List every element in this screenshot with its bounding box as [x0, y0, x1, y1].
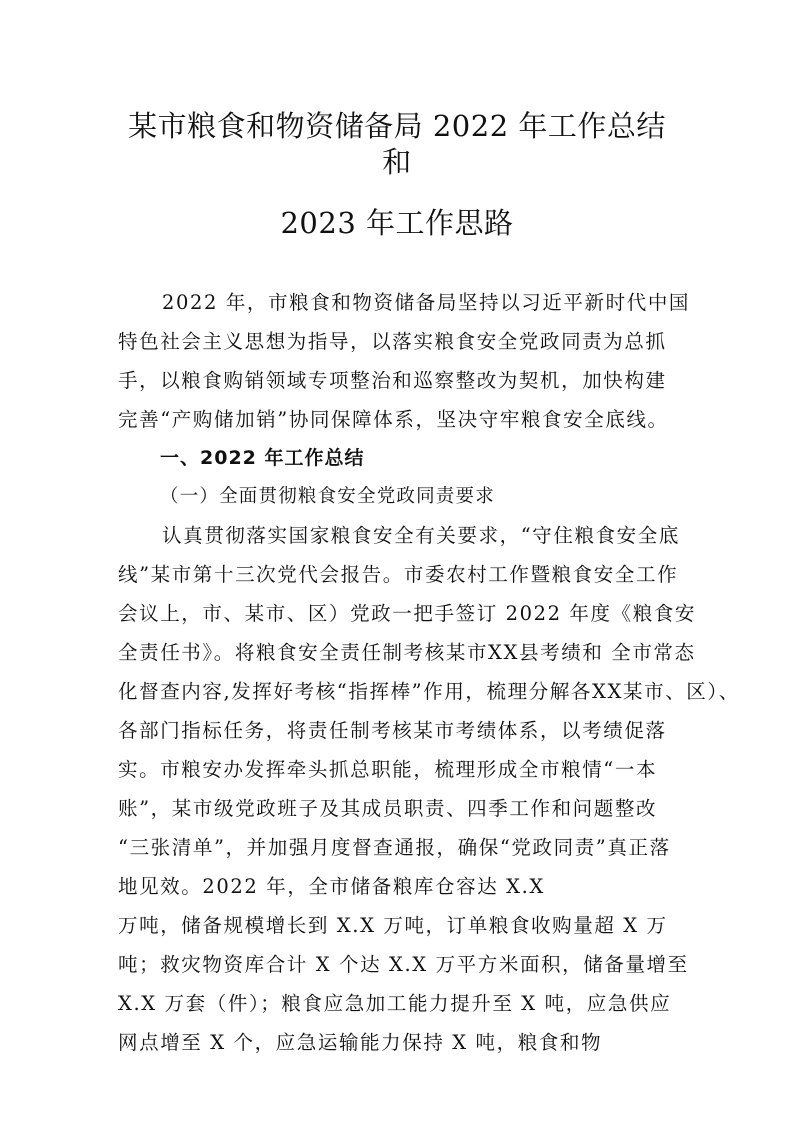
document-title-line-2: 和: [382, 145, 412, 179]
section-heading: 一、2022 年工作总结: [160, 447, 365, 469]
body-paragraph-line: 各部门指标任务，将责任制考核某市考绩体系，以考绩促落: [118, 719, 667, 742]
body-paragraph-line: 网点增至 X 个，应急运输能力保持 X 吨，粮食和物: [118, 1031, 603, 1054]
body-paragraph-line: 认真贯彻落实国家粮食安全有关要求，“守住粮食安全底: [162, 524, 680, 547]
body-paragraph-line: 实。市粮安办发挥牵头抓总职能，梳理形成全市粮情“一本: [118, 758, 658, 781]
body-paragraph-line: X.X 万套（件）；粮食应急加工能力提升至 X 吨，应急供应: [118, 992, 672, 1015]
document-title-line-1: 某市粮食和物资储备局 2022 年工作总结: [128, 109, 666, 143]
body-paragraph-line: 全责任书》。将粮食安全责任制考核某市XX县考绩和 全市常态: [118, 641, 696, 664]
intro-paragraph-line: 完善“产购储加销”协同保障体系，坚决守牢粮食安全底线。: [118, 408, 669, 431]
intro-paragraph-line: 手，以粮食购销领域专项整治和巡察整改为契机，加快构建: [118, 369, 667, 392]
body-paragraph-line: 地见效。2022 年，全市储备粮库仓容达 X.X: [118, 875, 545, 898]
body-paragraph-line: 线”某市第十三次党代会报告。市委农村工作暨粮食安全工作: [118, 563, 679, 586]
intro-paragraph-line: 特色社会主义思想为指导，以落实粮食安全党政同责为总抓: [118, 330, 667, 353]
body-paragraph-line: “三张清单”，并加强月度督查通报，确保“党政同责”真正落: [118, 836, 671, 859]
intro-paragraph-line: 2022 年，市粮食和物资储备局坚持以习近平新时代中国: [162, 291, 691, 314]
body-paragraph-line: 会议上，市、某市、区）党政一把手签订 2022 年度《粮食安: [118, 602, 697, 625]
body-paragraph-line: 万吨，储备规模增长到 X.X 万吨，订单粮食收购量超 X 万: [118, 914, 668, 937]
body-paragraph-line: 化督查内容,发挥好考核“指挥棒”作用，梳理分解各XX某市、区）、: [118, 680, 740, 703]
body-paragraph-line: 账”，某市级党政班子及其成员职责、四季工作和问题整改: [118, 797, 658, 820]
section-subheading: （一）全面贯彻粮食安全党政同责要求: [160, 486, 495, 507]
document-title-line-3: 2023 年工作思路: [280, 206, 514, 240]
body-paragraph-line: 吨；救灾物资库合计 X 个达 X.X 万平方米面积，储备量增至: [118, 953, 689, 976]
